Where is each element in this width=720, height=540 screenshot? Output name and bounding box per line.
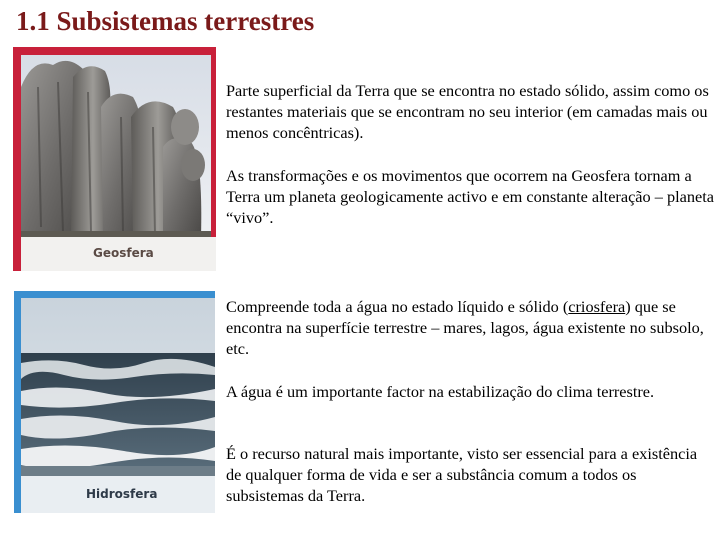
page-title: 1.1 Subsistemas terrestres	[16, 6, 315, 36]
hidrosfera-paragraph-2: A água é um importante factor na estabilização do clima terrestre.	[226, 382, 655, 401]
hidrosfera-image	[14, 291, 215, 513]
ocean-waves-illustration	[14, 291, 215, 513]
hidrosfera-paragraph-1-text-a: Compreende toda a água no estado líquido e sólido (	[226, 297, 569, 316]
hidrosfera-paragraph-1-text-b: ) que se encontra na superfície terrestre – mares, lagos, água existente no subsolo, etc.	[226, 297, 704, 358]
geosfera-image	[13, 47, 216, 271]
hidrosfera-paragraph-3: É o recurso natural mais importante, visto ser essencial para a existência de qualquer forma de vida e ser a substância comum a todos os subsistemas da Terra.	[226, 444, 698, 505]
geosfera-paragraph-1: Parte superficial da Terra que se encontra no estado sólido, assim como os restantes materiais que se encontram no seu interior (em camadas mais ou menos concêntricas).	[226, 81, 709, 142]
geosfera-label: Geosfera	[93, 246, 154, 260]
geosfera-paragraph-2: As transformações e os movimentos que ocorrem na Geosfera tornam a Terra um planeta geologicamente activo e em constante alteração – planeta “vivo”.	[226, 166, 714, 227]
rock-formation-illustration	[13, 47, 216, 271]
hidrosfera-paragraph-1	[226, 296, 716, 359]
criosfera-term: criosfera	[568, 297, 626, 316]
hidrosfera-label: Hidrosfera	[86, 487, 158, 501]
